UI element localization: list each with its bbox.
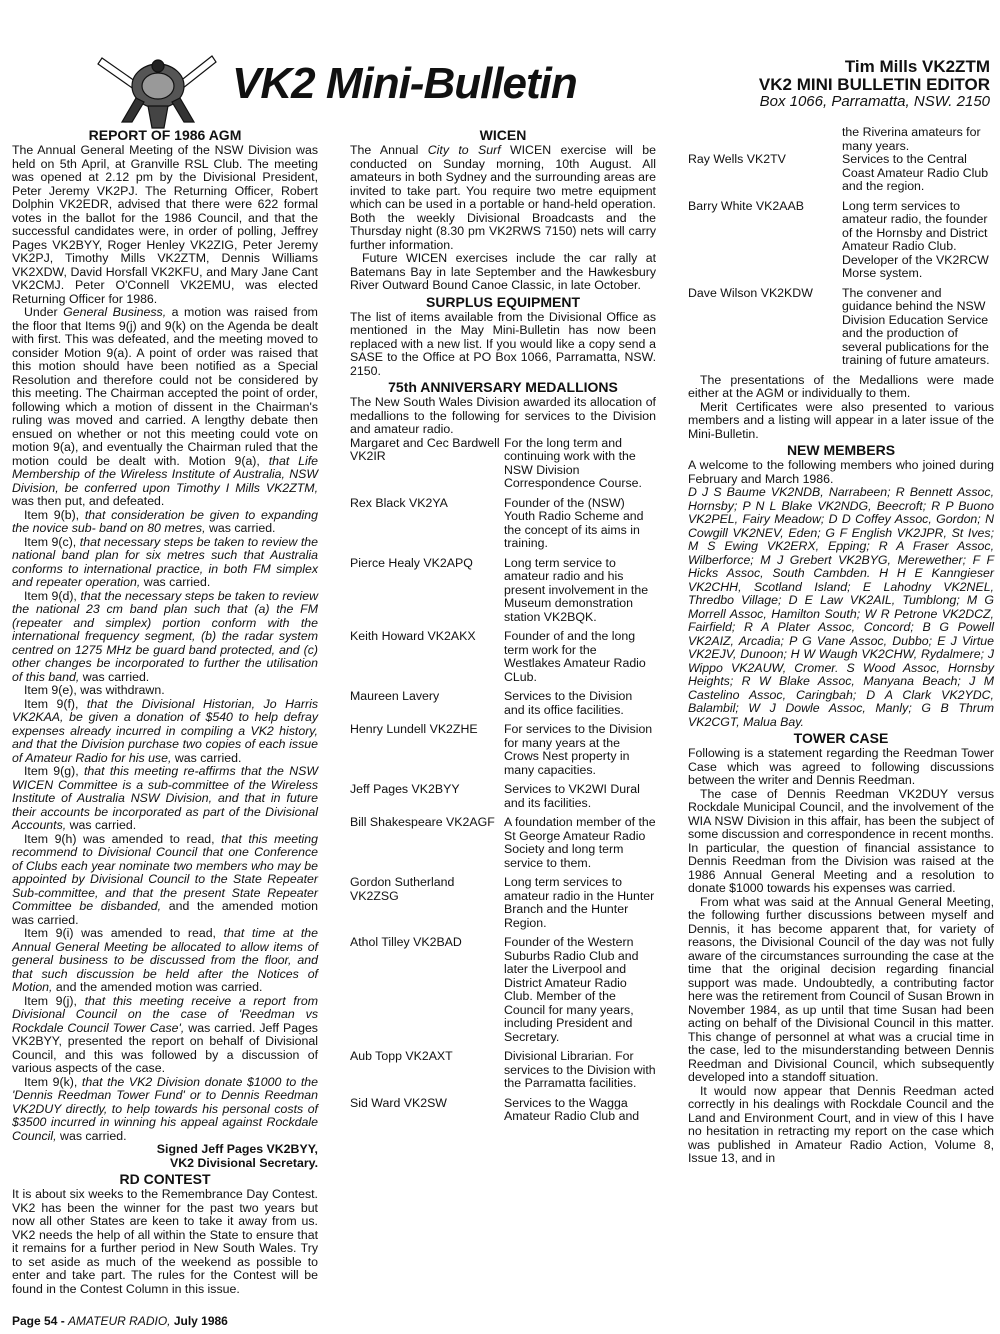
medallion-description: Founder of the Western Suburbs Radio Club and later the Liverpool and District Amateur Radio Club. Member of the Council for many years, including President and Secretary. — [504, 935, 639, 1044]
emblem-icon — [82, 48, 232, 130]
new-members-intro: A welcome to the following members who joined during February and March 1986. — [688, 458, 994, 486]
footer-page: Page 54 - — [12, 1314, 69, 1328]
medallion-description: Services to the Wagga Amateur Radio Club and — [504, 1095, 640, 1123]
page-footer — [12, 1314, 228, 1328]
agm-paragraph: The Annual General Meeting of the NSW Division was held on 5th April, at Granville RSL Club. The meeting was opened at 2.12 pm by the Divisional President, Peter Jeremy VK2PJ. The Returning Officer, Robert Dolphin VK2EDR, advised that there were 622 formal votes in the ballot for the 1986 Council, and that the successful candidates were, in order of polling, Jeffrey Pages VK2BYY, Roger Henley VK2ZIG, Peter Jeremy VK2PJ, Timothy Mills VK2ZTM, Dennis Williams VK2XDW, David Horsfall VK2KFU, and Mary Jane Cant VK2CMJ. Peter O'Connell VK2EMU, was elected Returning Officer for 1986. — [12, 143, 318, 306]
medallion-name: Rex Black VK2YA — [350, 495, 448, 510]
page-title: VK2 Mini-Bulletin — [232, 59, 577, 108]
medallion-name: Sid Ward VK2SW — [350, 1095, 447, 1110]
new-members-list: D J S Baume VK2NDB, Narrabeen; R Bennett Assoc, Hornsby; P N L Blake VK2NDG, Beecroft; R P Buono VK2PEL, Fairy Meadow; D D Coffey Assoc, Gordon; N Cowgill VK2NEV, Eden; G F English VK2JPR, St Ives; M S Ewing VK2ERX, Epping; R A Fraser Assoc, Wilberforce; M J Grebert VK2BYG, Merewether; F F Hicks Assoc, South Cambden. H H E Kanngieser VK2CHH, Scotland Island; E Lahodny VK2NEL, Thredbo Village; D E Law VK2AIL, Tumblong; M G Morrell Assoc, Hamilton South; W R Petrone VK2DCZ, Fairfield; R A Plater Assoc, Concord; B G Powell VK2AIZ, Arcadia; P G Vane Assoc, Dubbo; E J Virtue VK2EJV, Dunoon; H W Waugh VK2CHW, Rydalmere; J Wippo VK2AUW, Cromer. S Wood Assoc, Hornsby Heights; R W Blake Assoc, Manyana Beach; J M Castelino Assoc, Caringbah; D A Clark VK2YDC, Balambil; W J Dowle Assoc, Manly; G B Thrum VK2CGT, Malua Bay. — [688, 485, 994, 729]
agm-paragraph: Item 9(i) was amended to read, that time at the Annual General Meeting be allocated to allow items of general business to be discussed from the floor, and that such discussion be held after the Notices of Motion, and the amended motion was carried. — [12, 926, 318, 994]
footer-publication: AMATEUR RADIO, — [68, 1314, 171, 1328]
medallions-paragraph: Merit Certificates were also presented to various members and a listing will appear in a later issue of the Mini-Bulletin. — [688, 399, 994, 441]
medallion-name: Barry White VK2AAB — [688, 198, 804, 213]
wicen-paragraph: The Annual City to Surf WICEN exercise will be conducted on Sunday morning, 10th August. All amateurs in both Sydney and the surrounding areas are invited to take part. You require two metre equipment which can be used in a portable or hand-held operation. Both the weekly Divisional Broadcasts and the Thursday night (8.30 pm VK2RWS 7150) nets will carry further information. — [350, 143, 656, 252]
medallion-name: Maureen Lavery — [350, 689, 440, 703]
medallions-paragraph: The presentations of the Medallions were made either at the AGM or individually to them. — [688, 372, 994, 400]
new-members-heading: NEW MEMBERS — [786, 442, 896, 458]
medallion-description: Long term service to amateur radio and his present involvement in the Museum demonstration station VK2BQK. — [504, 555, 649, 624]
medallion-description: the Riverina amateurs for many years. — [842, 125, 981, 153]
medallion-list — [688, 153, 994, 374]
tower-case-paragraph: It would now appear that Dennis Reedman acted correctly in his dealings with Rockdale Council and the Land and Environment Court, and in view of this I have no hesitation in retracting my report on the case which was published in Amateur Radio Action, Volume 8, Issue 13, and in — [688, 1083, 994, 1165]
agm-paragraph: Under General Business, a motion was raised from the floor that Items 9(j) and 9(k) on the Agenda be dealt with first. This was defeated, and the meeting moved to consider Motion 9(a). A point of order was raised that this motion should have been notified as a Special Resolution and therefore could not be considered by this meeting. The Chairman accepted the point of order, following which a motion of dissent in the Chairman's ruling was moved and carried. A lengthy debate then ensued on whether or not this meeting could vote on motion 9(a), and eventually the Chairman ruled that the motion could be dealt with. Motion 9(a), that Life Membership of the Wireless Institute of Australia, NSW Division, be conferred upon Timothy I Mills VK2ZTM, was then put, and defeated. — [12, 305, 319, 508]
medallions-intro: The New South Wales Division awarded its allocation of medallions to the following for services to the Division and amateur radio. — [350, 395, 656, 436]
medallion-list-continued — [688, 126, 994, 153]
medallion-name: Bill Shakespeare VK2AGF — [350, 815, 495, 829]
medallion-name: Pierce Healy VK2APQ — [350, 555, 473, 570]
medallion-name: Keith Howard VK2AKX — [350, 629, 476, 643]
page-header — [0, 0, 1000, 128]
medallion-description: Services to the Division and its office facilities. — [504, 689, 633, 717]
agm-paragraph: Item 9(e), was withdrawn. — [24, 683, 165, 697]
signature-title: VK2 Divisional Secretary. — [170, 1155, 318, 1170]
editor-role: VK2 MINI BULLETIN EDITOR — [758, 74, 990, 94]
medallion-description: For services to the Division for many years at the Crows Nest property in many capacities. — [504, 722, 653, 777]
medallion-name: Athol Tilley VK2BAD — [350, 935, 462, 949]
medallion-description: Services to the Central Coast Amateur Radio Club and the region. — [842, 152, 989, 193]
agm-paragraph: Item 9(j), that this meeting receive a report from Divisional Council on the case of 'Reedman vs Rockdale Council Tower Case', was carried. Jeff Pages VK2BYY, presented the report on behalf of Divisional Council, and this was followed by a discussion of various aspects of the case. — [12, 993, 318, 1075]
medallion-name: Aub Topp VK2AXT — [350, 1049, 453, 1063]
agm-heading: REPORT OF 1986 AGM — [88, 127, 242, 143]
wicen-paragraph: Future WICEN exercises include the car rally at Batemans Bay in late September and the Hawkesbury River Outward Bound Canoe Classic, in late October. — [350, 251, 656, 292]
signature-line: Signed Jeff Pages VK2BYY, — [156, 1142, 318, 1156]
column-1 — [12, 126, 318, 1296]
agm-paragraph: Item 9(d), that the necessary steps be taken to review the national 23 cm band plan such that (a) the FM (repeater and simplex) portion conform with the international frequency segment, (b) the radar system centred on 1275 MHz be guard band protected, and (c) other changes be incorporated to further the utilisation of this band, was carried. — [12, 588, 319, 684]
medallion-name: Gordon Sutherland VK2ZSG — [350, 875, 455, 903]
agm-paragraph: Item 9(g), that this meeting re-affirms that the NSW WICEN Committee is a sub-committee of the Wireless Institute of Australia NSW Division, and that in future their accounts be incorporated as part of the Divisional Accounts, was carried. — [12, 764, 319, 832]
medallion-name: Margaret and Cec Bardwell VK2IR — [350, 435, 500, 463]
column-3 — [688, 126, 994, 1166]
medallion-name: Ray Wells VK2TV — [688, 152, 786, 166]
tower-case-heading: TOWER CASE — [793, 730, 889, 746]
editor-address: Box 1066, Parramatta, NSW. 2150 — [759, 92, 990, 110]
rd-contest-paragraph: It is about six weeks to the Remembrance Day Contest. VK2 has been the winner for the past two years but now all other States are keen to take it away from us. VK2 needs the help of all within the State to ensure that it remains for a further period in New South Wales. Try to set aside as much of the weekend as possible to enter and take part. The rules for the Contest will be found in the Contest Column in this issue. — [12, 1187, 318, 1296]
medallion-name: Henry Lundell VK2ZHE — [350, 722, 478, 736]
medallion-description: A foundation member of the St George Amateur Radio Society and long term service to them. — [504, 815, 656, 870]
medallion-name: Jeff Pages VK2BYY — [350, 782, 460, 796]
medallion-description: Founder of the (NSW) Youth Radio Scheme and the concept of its aims in training. — [504, 495, 644, 550]
agm-paragraph: Item 9(f), that the Divisional Historian, Jo Harris VK2KAA, be given a donation of $540 to help defray expenses already incurred in compiling a VK2 history, and that the Division purchase two copies of each issue of Amateur Radio for his use, was carried. — [12, 696, 318, 765]
medallion-description: For the long term and continuing work with the NSW Division Correspondence Course. — [504, 435, 642, 490]
medallion-description: The convener and guidance behind the NSW Division Education Service and the production of several publications for the training of future amateurs. — [842, 285, 990, 367]
footer-date: July 1986 — [170, 1314, 228, 1328]
tower-case-paragraph: From what was said at the Annual General Meeting, the following further discussions between myself and Dennis, it has become apparent that, for variety of reasons, the Divisional Council of the day was not fully aware of the circumstances surrounding the case at the time that the original decision regarding financial support was made. Undoubtedly, a contributing factor here was the retirement from Council of Susan Brown in November 1984, as up until that time Susan had been acting on behalf of the Divisional Council in this matter. This change of personnel at what was a crucial time in the case, led to the misunderstanding between Dennis Reedman and Divisional Council, which subsequently developed into a standoff situation. — [688, 894, 994, 1084]
rd-contest-heading: RD CONTEST — [119, 1171, 211, 1187]
agm-paragraph: Item 9(b), that consideration be given to expanding the novice sub- band on 80 metres, was carried. — [12, 507, 318, 535]
medallion-description: Long term services to amateur radio, the founder of the Hornsby and District Amateur Radio Club. Developer of the VK2RCW Morse system. — [842, 198, 989, 280]
medallion-description: Founder of and the long term work for the Westlakes Amateur Radio CLub. — [504, 629, 646, 684]
editor-name: Tim Mills VK2ZTM — [844, 57, 990, 76]
medallion-name — [688, 126, 838, 153]
medallion-name: Dave Wilson VK2KDW — [688, 285, 813, 300]
medallion-description: Long term services to amateur radio in the Hunter Branch and the Hunter Region. — [504, 875, 655, 930]
tower-case-paragraph: The case of Dennis Reedman VK2DUY versus Rockdale Municipal Council, and the involvement of the WIA NSW Division in this affair, has been the subject of some discussion and correspondence in recent months. In particular, the question of financial assistance to Dennis Reedman from the Division was raised at the 1986 Annual General Meeting and a resolution to donate $1000 towards his expenses was carried. — [688, 786, 994, 895]
surplus-heading: SURPLUS EQUIPMENT — [425, 293, 580, 310]
editor-block — [759, 58, 990, 109]
surplus-paragraph: The list of items available from the Divisional Office as mentioned in the May Mini-Bulletin has now been replaced with a new list. If you would like a copy send a SASE to the Office at PO Box 1066, Parramatta, NSW. 2150. — [350, 309, 656, 378]
column-2 — [350, 126, 656, 1130]
agm-paragraph: Item 9(k), that the VK2 Division donate $1000 to the 'Dennis Reedman Tower Fund' or to Dennis Reedman VK2DUY directly, to help towards his personal costs of $3500 incurred in winning his appeal against Rockdale Council, was carried. — [12, 1074, 318, 1143]
medallion-description: Divisional Librarian. For services to the Division with the Parramatta facilities. — [504, 1049, 656, 1090]
wicen-heading: WICEN — [479, 127, 527, 143]
medallion-description: Services to VK2WI Dural and its facilities. — [504, 782, 640, 810]
medallions-heading: 75th ANNIVERSARY MEDALLIONS — [388, 379, 618, 395]
agm-paragraph: Item 9(h) was amended to read, that this meeting recommend to Divisional Council that one Conference of Clubs each year nominate two members who may be appointed by Divisional Council to the State Repeater Sub-committee, and that the present State Repeater Committee be disbanded, and the amended motion was carried. — [12, 831, 319, 927]
agm-paragraph: Item 9(c), that necessary steps be taken to review the national band plan for six metres such that Australia conforms to international practice, in both FM simplex and repeater operation, was carried. — [12, 534, 319, 589]
tower-case-paragraph: Following is a statement regarding the Reedman Tower Case which was agreed to following discussions between the writer and Dennis Reedman. — [688, 746, 994, 787]
medallion-list — [350, 437, 656, 1130]
